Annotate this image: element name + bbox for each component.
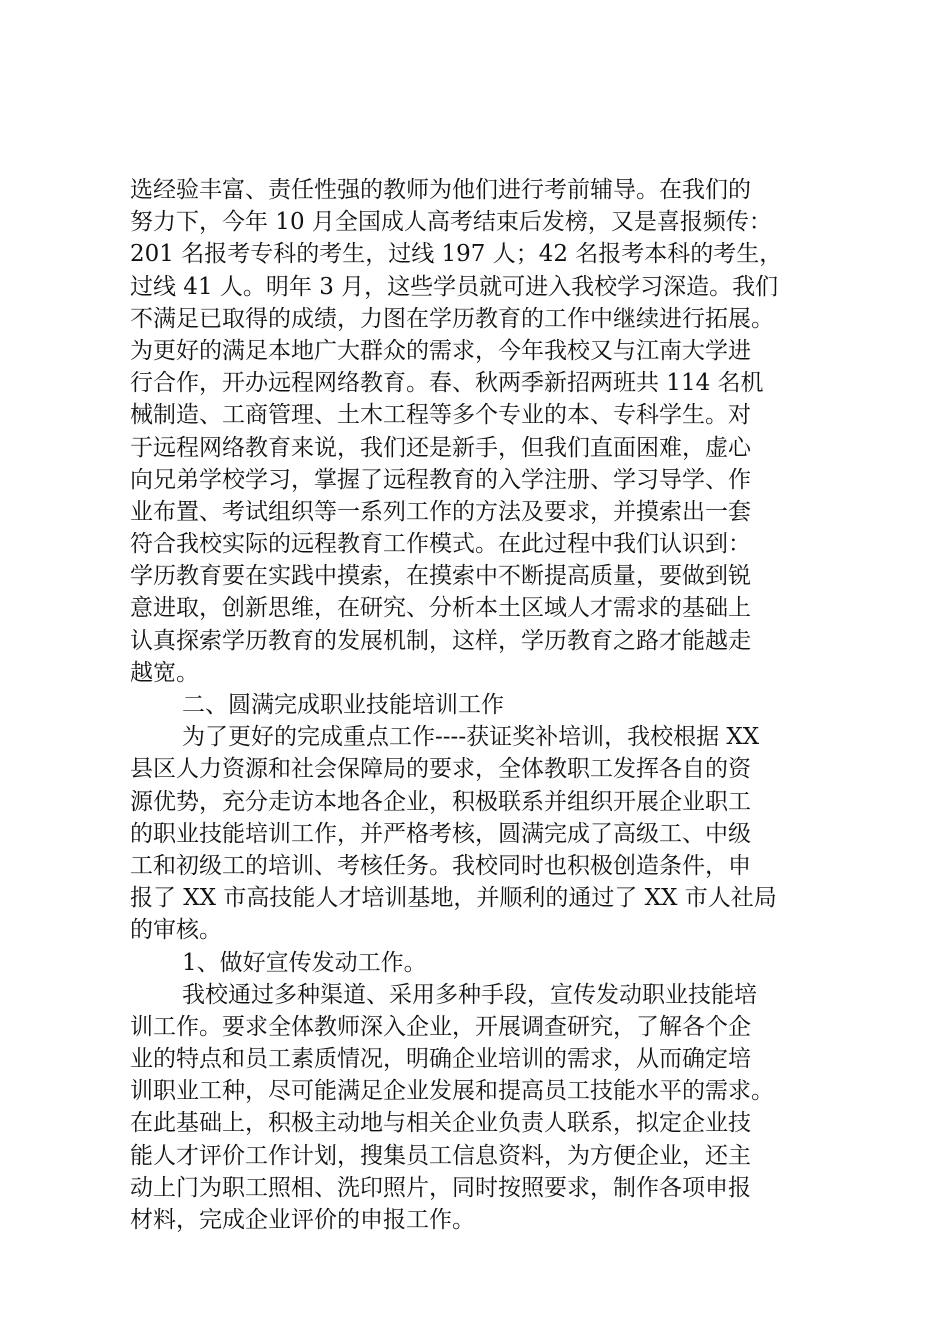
text-line: 越宽。 xyxy=(130,659,199,686)
text-line: 源优势，充分走访本地各企业，积极联系并组织开展企业职工 xyxy=(130,788,751,815)
text-line: 为更好的满足本地广大群众的需求，今年我校又与江南大学进 xyxy=(130,337,751,364)
text-line: 县区人力资源和社会保障局的要求，全体教职工发挥各自的资 xyxy=(130,756,751,783)
text-line: 201 名报考专科的考生，过线 197 人；42 名报考本科的考生， xyxy=(130,241,783,268)
text-line: 工和初级工的培训、考核任务。我校同时也积极创造条件，申 xyxy=(130,852,751,879)
text-line: 训职业工种，尽可能满足企业发展和提高员工技能水平的需求。 xyxy=(130,1078,774,1105)
text-line: 报了 XX 市高技能人才培训基地，并顺利的通过了 XX 市人社局 xyxy=(130,885,777,912)
text-line: 意进取，创新思维，在研究、分析本土区域人才需求的基础上 xyxy=(130,595,751,622)
text-line: 能人才评价工作计划，搜集员工信息资料，为方便企业，还主 xyxy=(130,1142,751,1169)
text-line: 业的特点和员工素质情况，明确企业培训的需求，从而确定培 xyxy=(130,1046,751,1073)
text-line: 认真探索学历教育的发展机制，这样，学历教育之路才能越走 xyxy=(130,627,751,654)
subsection-heading: 1、做好宣传发动工作。 xyxy=(182,949,427,976)
text-line: 行合作，开办远程网络教育。春、秋两季新招两班共 114 名机 xyxy=(130,370,764,397)
text-line: 于远程网络教育来说，我们还是新手，但我们直面困难，虚心 xyxy=(130,434,751,461)
text-line: 的审核。 xyxy=(130,917,222,944)
text-line: 械制造、工商管理、土木工程等多个专业的本、专科学生。对 xyxy=(130,402,751,429)
text-line: 不满足已取得的成绩，力图在学历教育的工作中继续进行拓展。 xyxy=(130,305,774,332)
text-line: 我校通过多种渠道、采用多种手段，宣传发动职业技能培 xyxy=(182,981,757,1008)
section-heading: 二、圆满完成职业技能培训工作 xyxy=(182,692,504,718)
text-line: 选经验丰富、责任性强的教师为他们进行考前辅导。在我们的 xyxy=(130,177,751,203)
text-line: 动上门为职工照相、洗印照片，同时按照要求，制作各项申报 xyxy=(130,1174,751,1201)
text-line: 符合我校实际的远程教育工作模式。在此过程中我们认识到： xyxy=(130,531,751,558)
text-line: 业布置、考试组织等一系列工作的方法及要求，并摸索出一套 xyxy=(130,498,751,525)
text-line: 在此基础上，积极主动地与相关企业负责人联系，拟定企业技 xyxy=(130,1110,751,1137)
text-line: 材料，完成企业评价的申报工作。 xyxy=(130,1207,475,1233)
text-line: 努力下，今年 10 月全国成人高考结束后发榜，又是喜报频传： xyxy=(130,209,772,236)
text-line: 过线 41 人。明年 3 月，这些学员就可进入我校学习深造。我们 xyxy=(130,273,779,300)
document-body xyxy=(130,174,850,1236)
text-line: 为了更好的完成重点工作----获证奖补培训，我校根据 XX xyxy=(182,724,760,751)
text-line: 向兄弟学校学习，掌握了远程教育的入学注册、学习导学、作 xyxy=(130,466,751,493)
text-line: 学历教育要在实践中摸索，在摸索中不断提高质量，要做到锐 xyxy=(130,563,751,590)
text-line: 训工作。要求全体教师深入企业，开展调查研究，了解各个企 xyxy=(130,1013,751,1040)
text-line: 的职业技能培训工作，并严格考核，圆满完成了高级工、中级 xyxy=(130,820,751,847)
